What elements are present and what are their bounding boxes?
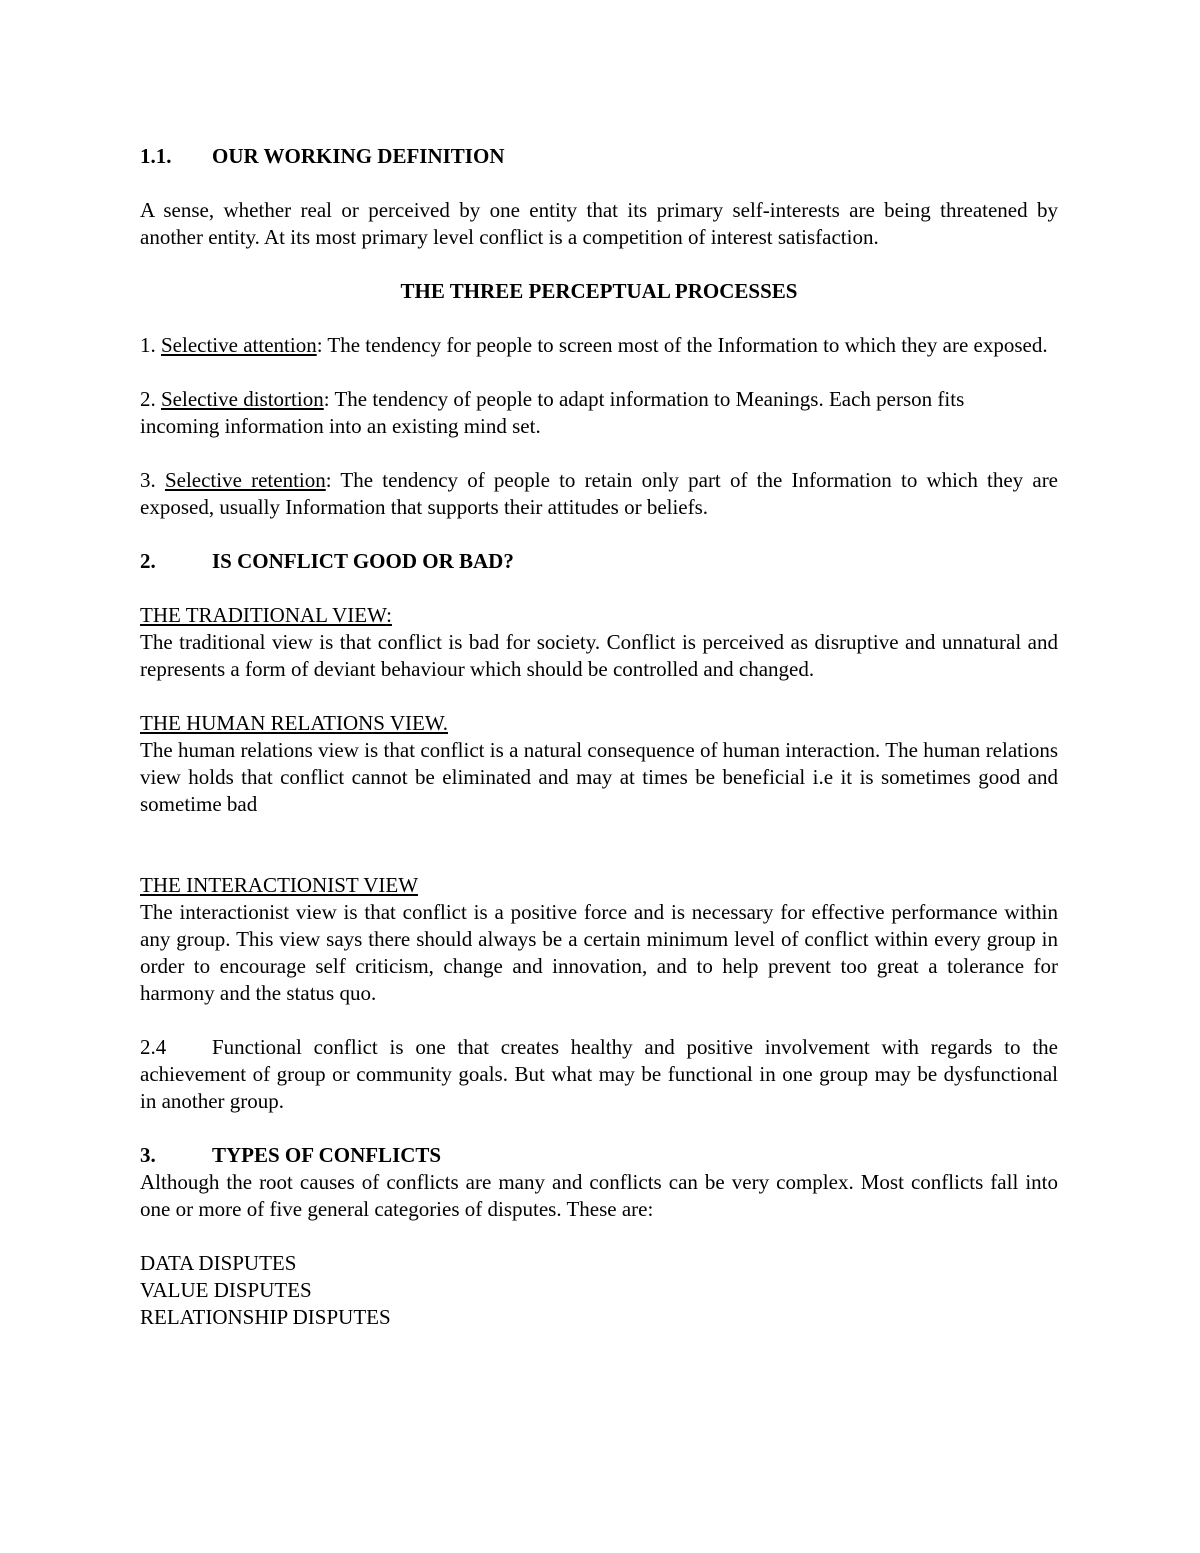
section-title: TYPES OF CONFLICTS	[212, 1143, 442, 1167]
human-relations-view-heading	[140, 710, 1058, 737]
paragraph-text: Functional conflict is one that creates healthy and positive involvement with regards to the achievement of group or community goals. But what may be functional in one group may be dysfunctional in another group.	[140, 1035, 1058, 1113]
view-heading: THE TRADITIONAL VIEW	[140, 603, 387, 627]
section-title: IS CONFLICT GOOD OR BAD?	[212, 549, 514, 573]
perceptual-item	[140, 467, 1058, 521]
section-number: 3.	[140, 1143, 156, 1167]
item-text: : The tendency for people to screen most of the Information to which they are exposed.	[316, 333, 1048, 357]
item-number: 2.	[140, 387, 161, 411]
item-text: : The tendency of people to retain only part of the Information to which they are exposed, usually Information that supports their attitudes or beliefs.	[140, 468, 1059, 519]
perceptual-item	[140, 386, 1035, 440]
interactionist-view-paragraph: The interactionist view is that conflict is a positive force and is necessary for effective performance within any group. This view says there should always be a certain minimum level of conflict within every group in order to encourage self criticism, change and innovation, and to help prevent too great a tolerance for harmony and the status quo.	[140, 900, 1058, 1005]
working-definition-paragraph: A sense, whether real or perceived by one entity that its primary self-interests are being threatened by another entity. At its most primary level conflict is a competition of interest satisfaction.	[140, 198, 1058, 249]
view-heading: THE HUMAN RELATIONS VIEW.	[140, 711, 448, 735]
traditional-view-heading	[140, 602, 1058, 629]
types-of-conflicts-paragraph: Although the root causes of conflicts are many and conflicts can be very complex. Most conflicts fall into one or more of five general categories of disputes. These are:	[140, 1170, 1058, 1221]
human-relations-view-paragraph: The human relations view is that conflict is a natural consequence of human interaction. The human relations view holds that conflict cannot be eliminated and may at times be beneficial i.e it is sometimes good and sometime bad	[140, 738, 1058, 816]
item-term: Selective distortion	[161, 387, 324, 411]
section-1-1-heading	[140, 143, 1058, 170]
item-term: Selective retention	[164, 468, 326, 492]
section-2-heading	[140, 548, 1058, 575]
item-term: Selective attention	[161, 333, 317, 357]
paragraph-number: 2.4	[140, 1035, 167, 1059]
item-number: 1.	[140, 333, 161, 357]
perceptual-processes-heading: THE THREE PERCEPTUAL PROCESSES	[400, 279, 798, 303]
document-page	[140, 143, 1058, 1331]
traditional-view-paragraph: The traditional view is that conflict is bad for society. Conflict is perceived as disruptive and unnatural and represents a form of deviant behaviour which should be controlled and changed.	[140, 630, 1058, 681]
functional-conflict-paragraph	[140, 1034, 1058, 1115]
item-text: : The tendency of people to adapt information to Meanings. Each person fits incoming information into an existing mind set.	[140, 387, 965, 438]
dispute-item: RELATIONSHIP DISPUTES	[140, 1305, 391, 1329]
dispute-item: VALUE DISPUTES	[140, 1278, 312, 1302]
section-title: OUR WORKING DEFINITION	[212, 144, 505, 168]
item-number: 3.	[140, 468, 165, 492]
interactionist-view-heading	[140, 872, 1058, 899]
view-heading-suffix: :	[386, 603, 392, 627]
section-number: 1.1.	[140, 144, 172, 168]
section-number: 2.	[140, 549, 156, 573]
perceptual-item	[140, 332, 1058, 359]
dispute-item: DATA DISPUTES	[140, 1251, 297, 1275]
view-heading: THE INTERACTIONIST VIEW	[140, 873, 419, 897]
section-3-heading	[140, 1142, 1058, 1169]
